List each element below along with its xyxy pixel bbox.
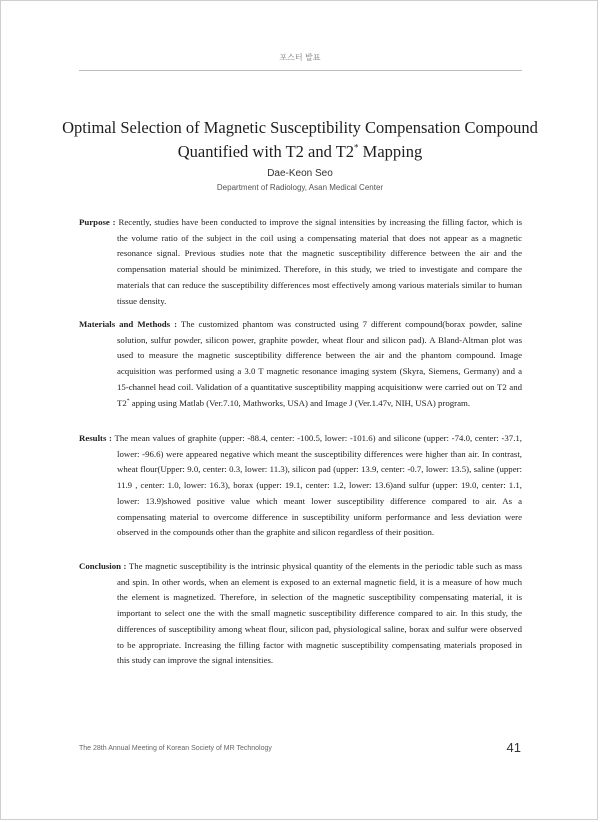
conclusion-label: Conclusion : bbox=[79, 561, 127, 571]
results-text: The mean values of graphite (upper: -88.4, center: -100.5, lower: -101.6) and silicone (upper: -74.0, center: -37.1, lower: -96.6) were appeared negative which meant the susceptibility differences were higher than air. In contrast, wheat flour(Upper: 9.0, center: 0.3, lower: 11.3), silicon pad (upper: 13.9, center: -0.7, lower: 13.5), saline (upper: 11.9 , center: 1.0, lower: 16.3), borax (upper: 19.1, center: 1.2, lower: 13.6)and sulfur (upper: 19.0, center: 1.1, lower: 13.9)showed positive value which meant lower susceptibility difference compared to air. As a compensating material to overcome difference in susceptibility uniform performance and less deviation were observed in the compounds other than the graphite and silicon regardless of their position. bbox=[114, 433, 523, 538]
methods-label: Materials and Methods : bbox=[79, 319, 177, 329]
methods-superscript: * bbox=[126, 397, 130, 404]
results-label: Results : bbox=[79, 433, 112, 443]
header-rule bbox=[79, 70, 522, 71]
title-superscript: * bbox=[354, 142, 359, 153]
results-section bbox=[79, 431, 522, 541]
title-line-2-tail: Mapping bbox=[358, 142, 423, 161]
conclusion-text: The magnetic susceptibility is the intrinsic physical quantity of the elements in the periodic table such as mass and spin. In other words, when an element is exposed to an external magnetic field, it is a measure of how much the element is magnetized. Therefore, in selection of the magnetic susceptibility compensating material, it is important to select one the with the small magnetic susceptibility difference compared to air. In this study, the differences of susceptibility among wheat flour, silicon pad, physiological saline, borax and sulfur were observed to be appropriate. Increasing the filling factor with magnetic susceptibility compensating materials proposed in this study can improve the signal intensities. bbox=[117, 561, 523, 666]
conclusion-section bbox=[79, 559, 522, 669]
methods-text-tail: apping using Matlab (Ver.7.10, Mathworks, USA) and Image J (Ver.1.47v, NIH, USA) program. bbox=[129, 397, 471, 408]
section-header: 포스터 발표 bbox=[279, 53, 321, 62]
title-line-2 bbox=[60, 140, 540, 164]
page-number: 41 bbox=[506, 740, 521, 755]
methods-text: The customized phantom was constructed using 7 different compound(borax powder, saline solution, sulfur powder, silicon power, graphite powder, wheat flour and silicon pad). A Bland-Altman plot was used to measure the magnetic susceptibility difference between the air and the phantom compound. Image acquisition was performed using a 3.0 T magnetic resonance imaging system (Skyra, Siemens, Germany) and a 15-channel head coil. Validation of a quantitative susceptibility mapping acquisitionw were carried out on T2 and T2 bbox=[117, 319, 522, 408]
author-name: Dae-Keon Seo bbox=[267, 168, 333, 179]
footer-meeting: The 28th Annual Meeting of Korean Society of MR Technology bbox=[79, 745, 272, 752]
title-line-2-text: Quantified with T2 and T2 bbox=[177, 142, 355, 161]
purpose-text: Recently, studies have been conducted to improve the signal intensities by increasing the filling factor, which is the volume ratio of the subject in the coil using a compensating material that does not appear as a magnetic resonance signal. Previous studies note that the magnetic susceptibility difference between the air and the compensation material should be minimized. Therefore, in this study, we tried to investigate and compare the materials that can reduce the susceptibility differences most effectively among various materials similar to human tissue density. bbox=[117, 217, 523, 306]
purpose-section bbox=[79, 215, 522, 309]
purpose-label: Purpose : bbox=[79, 217, 116, 227]
author-affiliation: Department of Radiology, Asan Medical Center bbox=[216, 183, 384, 192]
title-line-1: Optimal Selection of Magnetic Susceptibility Compensation Compound bbox=[62, 118, 538, 137]
methods-section bbox=[79, 317, 522, 411]
paper-title bbox=[60, 116, 540, 164]
